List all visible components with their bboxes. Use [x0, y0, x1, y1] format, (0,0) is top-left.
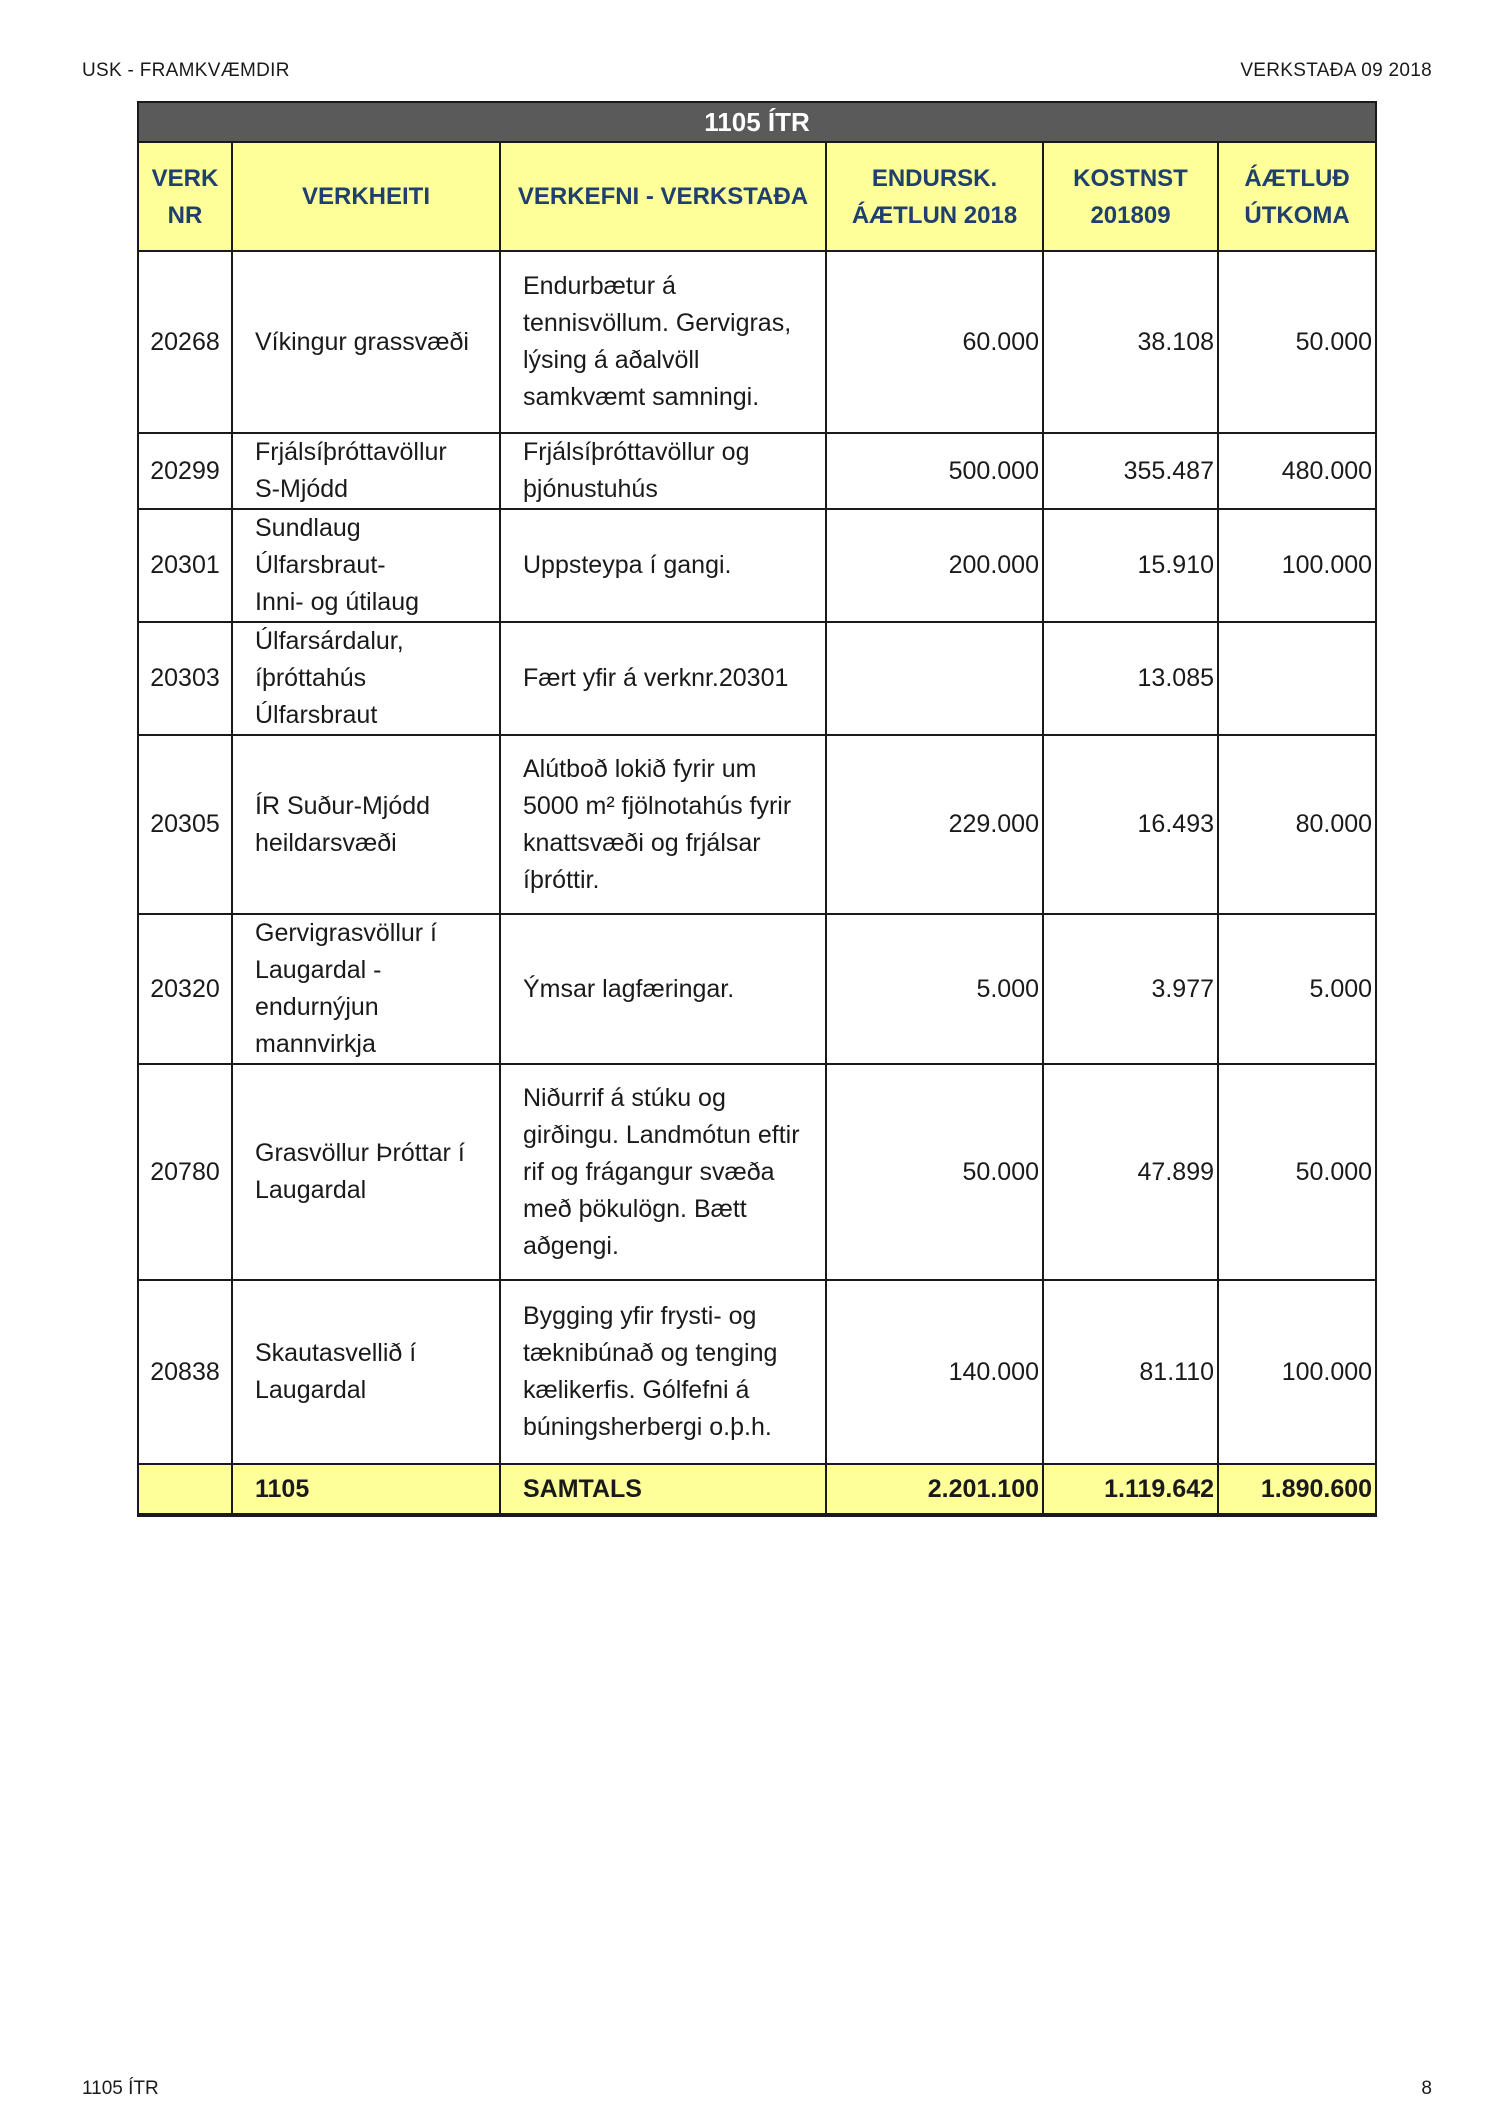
table-row: [138, 1064, 1376, 1280]
cell-verkefni: Fært yfir á verknr.20301: [500, 622, 826, 735]
cell-verkheiti: Gervigrasvöllur í Laugardal - endurnýjun mannvirkja: [232, 914, 500, 1064]
cell-verk-nr: 20303: [138, 622, 232, 735]
cell-aaetlud: 100.000: [1218, 509, 1376, 622]
table-row: [138, 251, 1376, 433]
total-row: [138, 1464, 1376, 1515]
cell-aaetlud: [1218, 622, 1376, 735]
table-title: 1105 ÍTR: [138, 102, 1376, 142]
cell-verkefni: Uppsteypa í gangi.: [500, 509, 826, 622]
cell-verkefni: Frjálsíþróttavöllur og þjónustuhús: [500, 433, 826, 509]
cell-verkefni: Bygging yfir frysti- og tæknibúnað og tenging kælikerfis. Gólfefni á búningsherbergi o.þ.h.: [500, 1280, 826, 1464]
total-cell-verkheiti: 1105: [232, 1464, 500, 1515]
total-cell-kostnst: 1.119.642: [1043, 1464, 1218, 1515]
cell-kostnst: 47.899: [1043, 1064, 1218, 1280]
cell-endursk: 229.000: [826, 735, 1043, 914]
cell-endursk: 140.000: [826, 1280, 1043, 1464]
cell-endursk: 200.000: [826, 509, 1043, 622]
table-row: [138, 433, 1376, 509]
cell-aaetlud: 480.000: [1218, 433, 1376, 509]
cell-aaetlud: 80.000: [1218, 735, 1376, 914]
col-header-aaetlud: ÁÆTLUÐ ÚTKOMA: [1218, 142, 1376, 251]
table-row: [138, 622, 1376, 735]
table-row: [138, 1280, 1376, 1464]
cell-kostnst: 3.977: [1043, 914, 1218, 1064]
cell-verk-nr: 20299: [138, 433, 232, 509]
total-cell-endursk: 2.201.100: [826, 1464, 1043, 1515]
cell-verk-nr: 20780: [138, 1064, 232, 1280]
cell-endursk: 50.000: [826, 1064, 1043, 1280]
cell-verkefni: Endurbætur á tennisvöllum. Gervigras, lýsing á aðalvöll samkvæmt samningi.: [500, 251, 826, 433]
cell-verkheiti: Frjálsíþróttavöllur S-Mjódd: [232, 433, 500, 509]
cell-aaetlud: 50.000: [1218, 1064, 1376, 1280]
cell-verkefni: Alútboð lokið fyrir um 5000 m² fjölnotahús fyrir knattsvæði og frjálsar íþróttir.: [500, 735, 826, 914]
cell-endursk: 5.000: [826, 914, 1043, 1064]
cell-kostnst: 13.085: [1043, 622, 1218, 735]
col-header-endursk: ENDURSK. ÁÆTLUN 2018: [826, 142, 1043, 251]
page-footer-left: 1105 ÍTR: [82, 2078, 159, 2099]
cell-aaetlud: 100.000: [1218, 1280, 1376, 1464]
cell-verk-nr: 20268: [138, 251, 232, 433]
cell-kostnst: 355.487: [1043, 433, 1218, 509]
page-header-left: USK - FRAMKVÆMDIR: [82, 60, 290, 81]
cell-kostnst: 38.108: [1043, 251, 1218, 433]
cell-verkheiti: ÍR Suður-Mjódd heildarsvæði: [232, 735, 500, 914]
table-row: [138, 735, 1376, 914]
budget-table: [137, 101, 1377, 1517]
col-header-verkefni: VERKEFNI - VERKSTAÐA: [500, 142, 826, 251]
cell-kostnst: 15.910: [1043, 509, 1218, 622]
cell-verk-nr: 20305: [138, 735, 232, 914]
cell-endursk: [826, 622, 1043, 735]
cell-verkefni: Niðurrif á stúku og girðingu. Landmótun eftir rif og frágangur svæða með þökulögn. Bætt aðgengi.: [500, 1064, 826, 1280]
table-row: [138, 509, 1376, 622]
cell-verk-nr: 20838: [138, 1280, 232, 1464]
page-header-right: VERKSTAÐA 09 2018: [1240, 60, 1432, 81]
col-header-verk-nr: VERK NR: [138, 142, 232, 251]
cell-endursk: 60.000: [826, 251, 1043, 433]
total-cell-aaetlud: 1.890.600: [1218, 1464, 1376, 1515]
cell-aaetlud: 50.000: [1218, 251, 1376, 433]
cell-verk-nr: 20301: [138, 509, 232, 622]
cell-verkheiti: Sundlaug Úlfarsbraut- Inni- og útilaug: [232, 509, 500, 622]
cell-verkheiti: Skautasvellið í Laugardal: [232, 1280, 500, 1464]
total-cell-label: SAMTALS: [500, 1464, 826, 1515]
cell-kostnst: 81.110: [1043, 1280, 1218, 1464]
page-number: 8: [1421, 2078, 1432, 2099]
cell-verkheiti: Úlfarsárdalur, íþróttahús Úlfarsbraut: [232, 622, 500, 735]
cell-endursk: 500.000: [826, 433, 1043, 509]
cell-verkheiti: Víkingur grassvæði: [232, 251, 500, 433]
cell-verkefni: Ýmsar lagfæringar.: [500, 914, 826, 1064]
cell-kostnst: 16.493: [1043, 735, 1218, 914]
col-header-verkheiti: VERKHEITI: [232, 142, 500, 251]
cell-verkheiti: Grasvöllur Þróttar í Laugardal: [232, 1064, 500, 1280]
table-row: [138, 914, 1376, 1064]
cell-aaetlud: 5.000: [1218, 914, 1376, 1064]
cell-verk-nr: 20320: [138, 914, 232, 1064]
total-cell-verk-nr: [138, 1464, 232, 1515]
col-header-kostnst: KOSTNST 201809: [1043, 142, 1218, 251]
